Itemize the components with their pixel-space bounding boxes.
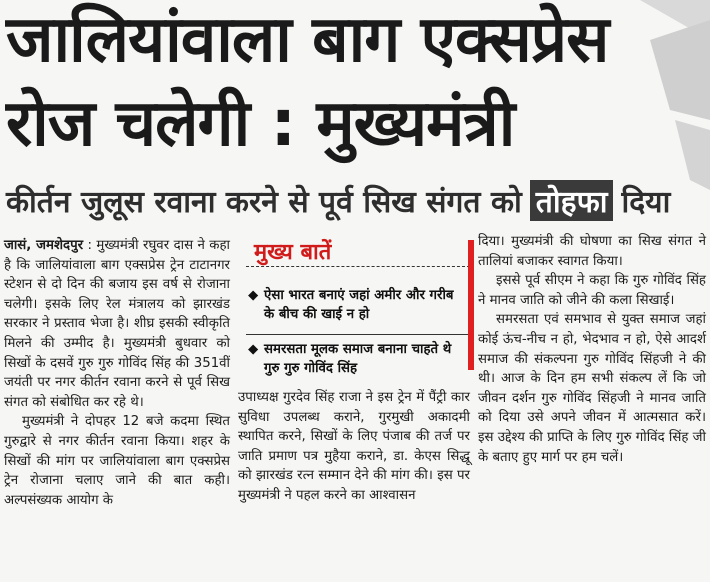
column1-paragraph-2: मुख्यमंत्री ने दोपहर 12 बजे कदमा स्थित गुरुद्वारे से नगर कीर्तन रवाना किया। शहर के सिखों की मांग पर जालियांवाला बाग एक्सप्रेस ट्रेन रोजाना चलाए जाने की बात कही। अल्पसंख्यक आयोग के [4,414,230,508]
subhead-highlight: तोहफा [530,180,614,221]
subhead-text-after: दिया [621,185,671,220]
highlights-title: मुख्य बातें [254,240,332,265]
column2-paragraph-1: उपाध्यक्ष गुरदेव सिंह राजा ने इस ट्रेन में पैंट्री कार सुविधा उपलब्ध कराने, गुरमुखी अकादमी स्थापित करने, सिखों के लिए पंजाब की तर्ज पर जाति प्रमाण पत्र मुहैया कराने, डा. केएस सिद्धू को झारखंड रत्न सम्मान देने की मांग की। इस पर मुख्यमंत्री ने पहल करने का आश्वासन [238,390,470,503]
highlight-item [248,340,464,378]
highlights-divider [246,266,470,267]
column3-paragraph-3: समरसता एवं समभाव से युक्त समाज जहां कोई ऊंच-नीच न हो, भेदभाव न हो, ऐसे आदर्श समाज की संकल्पना गुरु गोविंद सिंहजी ने की थी। आज के दिन हम सभी संकल्प लें कि जो जीवन दर्शन गुरु गोविंद सिंहजी ने मानव जाति को दिया उसे अपने जीवन में आत्मसात करें। इस उद्देश्य की प्राप्ति के लिए गुरु गोविंद सिंह जी के बताए हुए मार्ग पर हम चलें। [478,312,706,465]
article-column-3 [478,232,706,467]
headline-line-1: जालियांवाला बाग एक्सप्रेस [6,3,609,77]
article-column-1 [4,236,230,510]
article-column-2 [238,388,470,506]
column3-paragraph-1: दिया। मुख्यमंत्री की घोषणा का सिख संगत ने तालियां बजाकर स्वागत किया। [478,234,706,269]
highlights-separator [246,334,468,335]
headline-line-2: रोज चलेगी : मुख्यमंत्री [6,87,515,161]
subhead-text-before: कीर्तन जुलूस रवाना करने से पूर्व सिख संगत को [6,185,522,220]
subheadline [6,180,706,221]
dateline: जासं, जमशेदपुर [4,238,84,253]
column1-paragraph-1: : मुख्यमंत्री रघुवर दास ने कहा है कि जालियांवाला बाग एक्सप्रेस ट्रेन टाटानगर स्टेशन से दो दिन की बजाय इस वर्ष से रोजाना चलेगी। इसके लिए रेल मंत्रालय को झारखंड सरकार ने प्रस्ताव भेजा है। शीघ्र इसकी स्वीकृति मिलने की उम्मीद है। मुख्यमंत्री बुधवार को सिखों के दसवें गुरु गुरु गोविंद सिंह की 351वीं जयंती पर नगर कीर्तन रवाना करने से पूर्व सिख संगत को संबोधित कर रहे थे। [4,238,230,410]
bullet-icon: ◆ [248,342,259,357]
highlight-item-text: ऐसा भारत बनाएं जहां अमीर और गरीब के बीच की खाई न हो [264,288,454,322]
highlight-item [248,286,464,324]
bullet-icon: ◆ [248,288,259,303]
highlight-item-text: समरसता मूलक समाज बनाना चाहते थे गुरु गुरु गोविंद सिंह [264,342,452,376]
highlights-accent-bar [468,240,474,370]
column3-paragraph-2: इससे पूर्व सीएम ने कहा कि गुरु गोविंद सिंह ने मानव जाति को जीने की कला सिखाई। [478,273,706,308]
highlights-box [238,236,470,382]
